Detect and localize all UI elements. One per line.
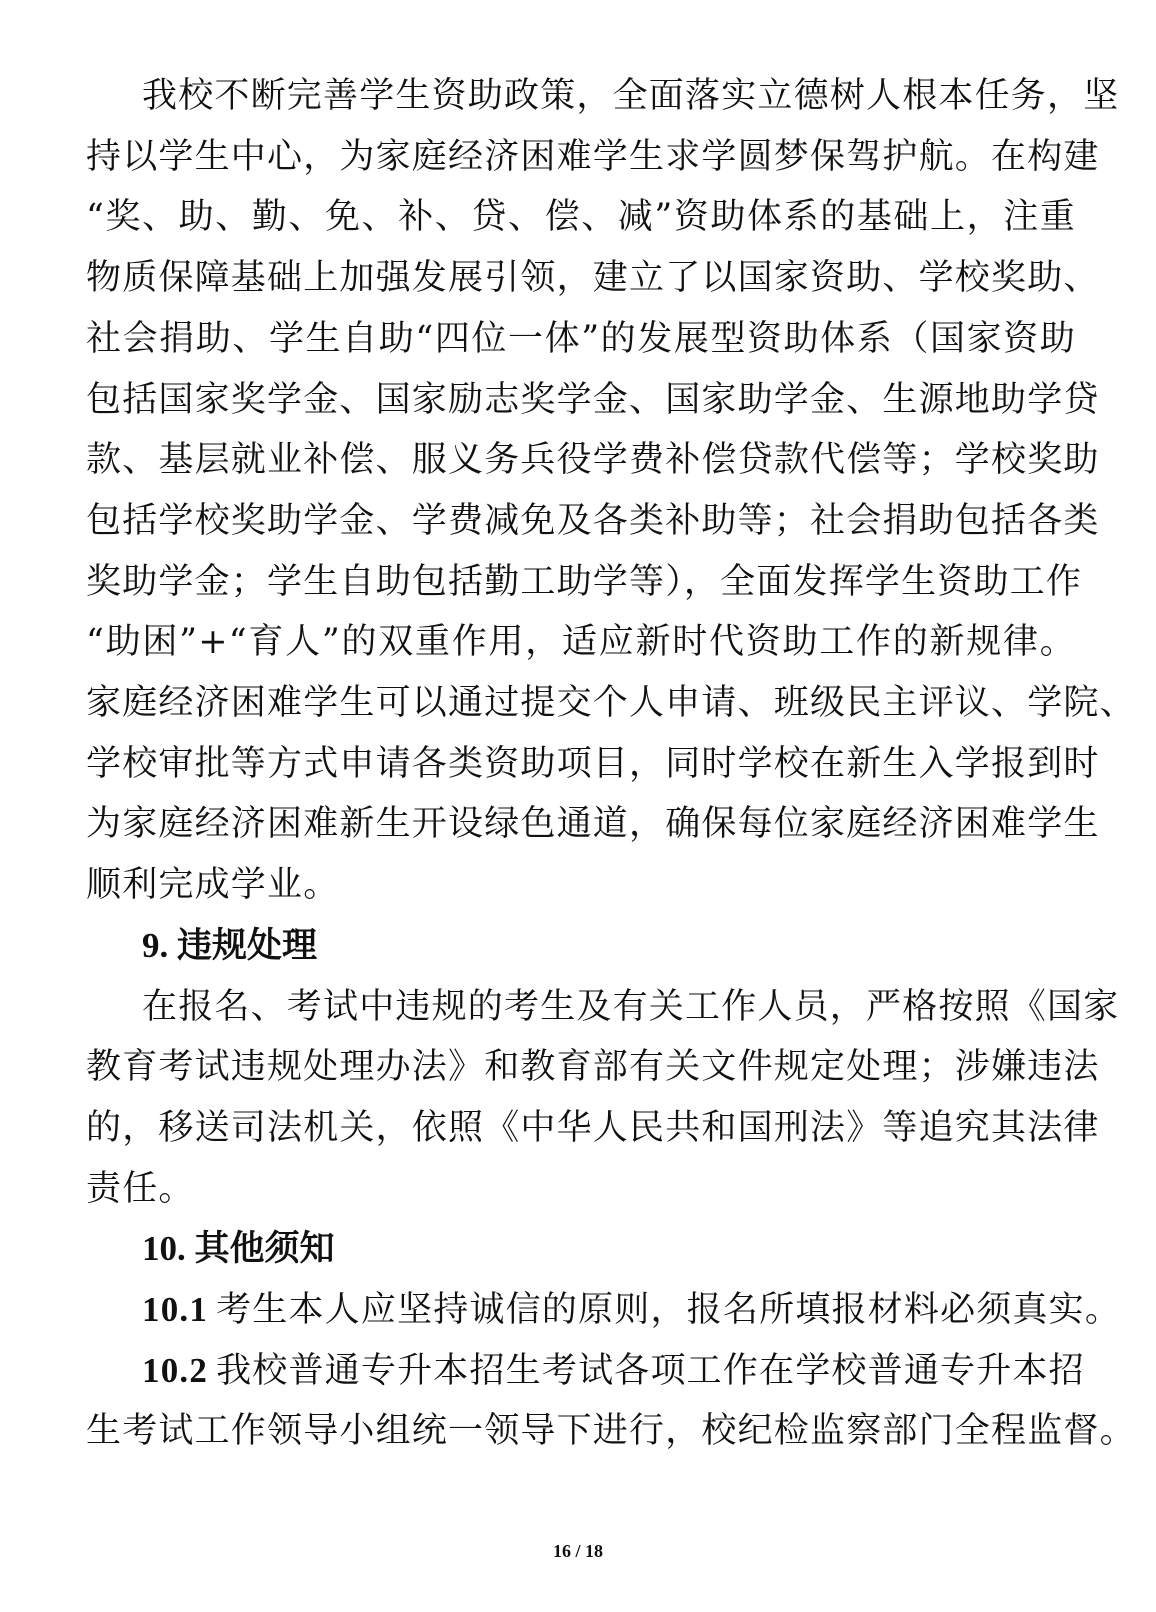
text-line: 包括学校奖助学金、学费减免及各类补助等；社会捐助包括各类 [86,500,1100,541]
text-line: 持以学生中心，为家庭经济困难学生求学圆梦保驾护航。在构建 [86,136,1100,177]
text-line: 顺利完成学业。 [86,865,340,906]
text-line: 物质保障基础上加强发展引领，建立了以国家资助、学校奖助、 [86,258,1100,299]
text-line: “奖、助、勤、免、补、贷、偿、减”资助体系的基础上，注重 [86,197,1076,238]
text-line: 生考试工作领导小组统一领导下进行，校纪检监察部门全程监督。 [86,1411,1136,1452]
section-heading-violations: 9. 违规处理 [142,925,318,965]
text-line: 款、基层就业补偿、服义务兵役学费补偿贷款代偿等；学校奖助 [86,440,1100,481]
text-line: 家庭经济困难学生可以通过提交个人申请、班级民主评议、学院、 [86,683,1136,724]
text-line: 教育考试违规处理办法》和教育部有关文件规定处理；涉嫌违法 [86,1047,1100,1088]
text-line: 的，移送司法机关，依照《中华人民共和国刑法》等追究其法律 [86,1107,1100,1148]
text-line: 社会捐助、学生自助“四位一体”的发展型资助体系（国家资助 [86,318,1076,359]
paragraph-violations [86,977,1120,1220]
text-line: 为家庭经济困难新生开设绿色通道，确保每位家庭经济困难学生 [86,804,1100,845]
text-line: 包括国家奖学金、国家励志奖学金、国家助学金、生源地助学贷 [86,379,1100,420]
page-number: 16 / 18 [552,1541,603,1561]
item-text: 考生本人应坚持诚信的原则，报名所填报材料必须真实。 [216,1290,1122,1331]
item-number: 10.1 [142,1290,209,1330]
section-heading-other-notes: 10. 其他须知 [142,1229,335,1269]
text-line: “助困”+“育人”的双重作用，适应新时代资助工作的新规律。 [86,622,1076,663]
item-text: 我校普通专升本招生考试各项工作在学校普通专升本招 [216,1350,1085,1391]
paragraph-student-aid [86,66,1136,916]
text-line [86,1341,1085,1402]
item-10-1 [86,1280,1122,1341]
text-line: 责任。 [86,1168,195,1209]
text-line: 奖助学金；学生自助包括勤工助学等），全面发挥学生资助工作 [86,561,1083,602]
text-line [86,1280,1122,1341]
document-page [86,66,1136,1462]
text-line: 学校审批等方式申请各类资助项目，同时学校在新生入学报到时 [86,743,1100,784]
item-number: 10.2 [142,1350,209,1390]
text-line: 在报名、考试中违规的考生及有关工作人员，严格按照《国家 [142,986,1120,1027]
text-line: 我校不断完善学生资助政策，全面落实立德树人根本任务，坚 [142,76,1120,116]
item-10-2 [86,1341,1136,1462]
